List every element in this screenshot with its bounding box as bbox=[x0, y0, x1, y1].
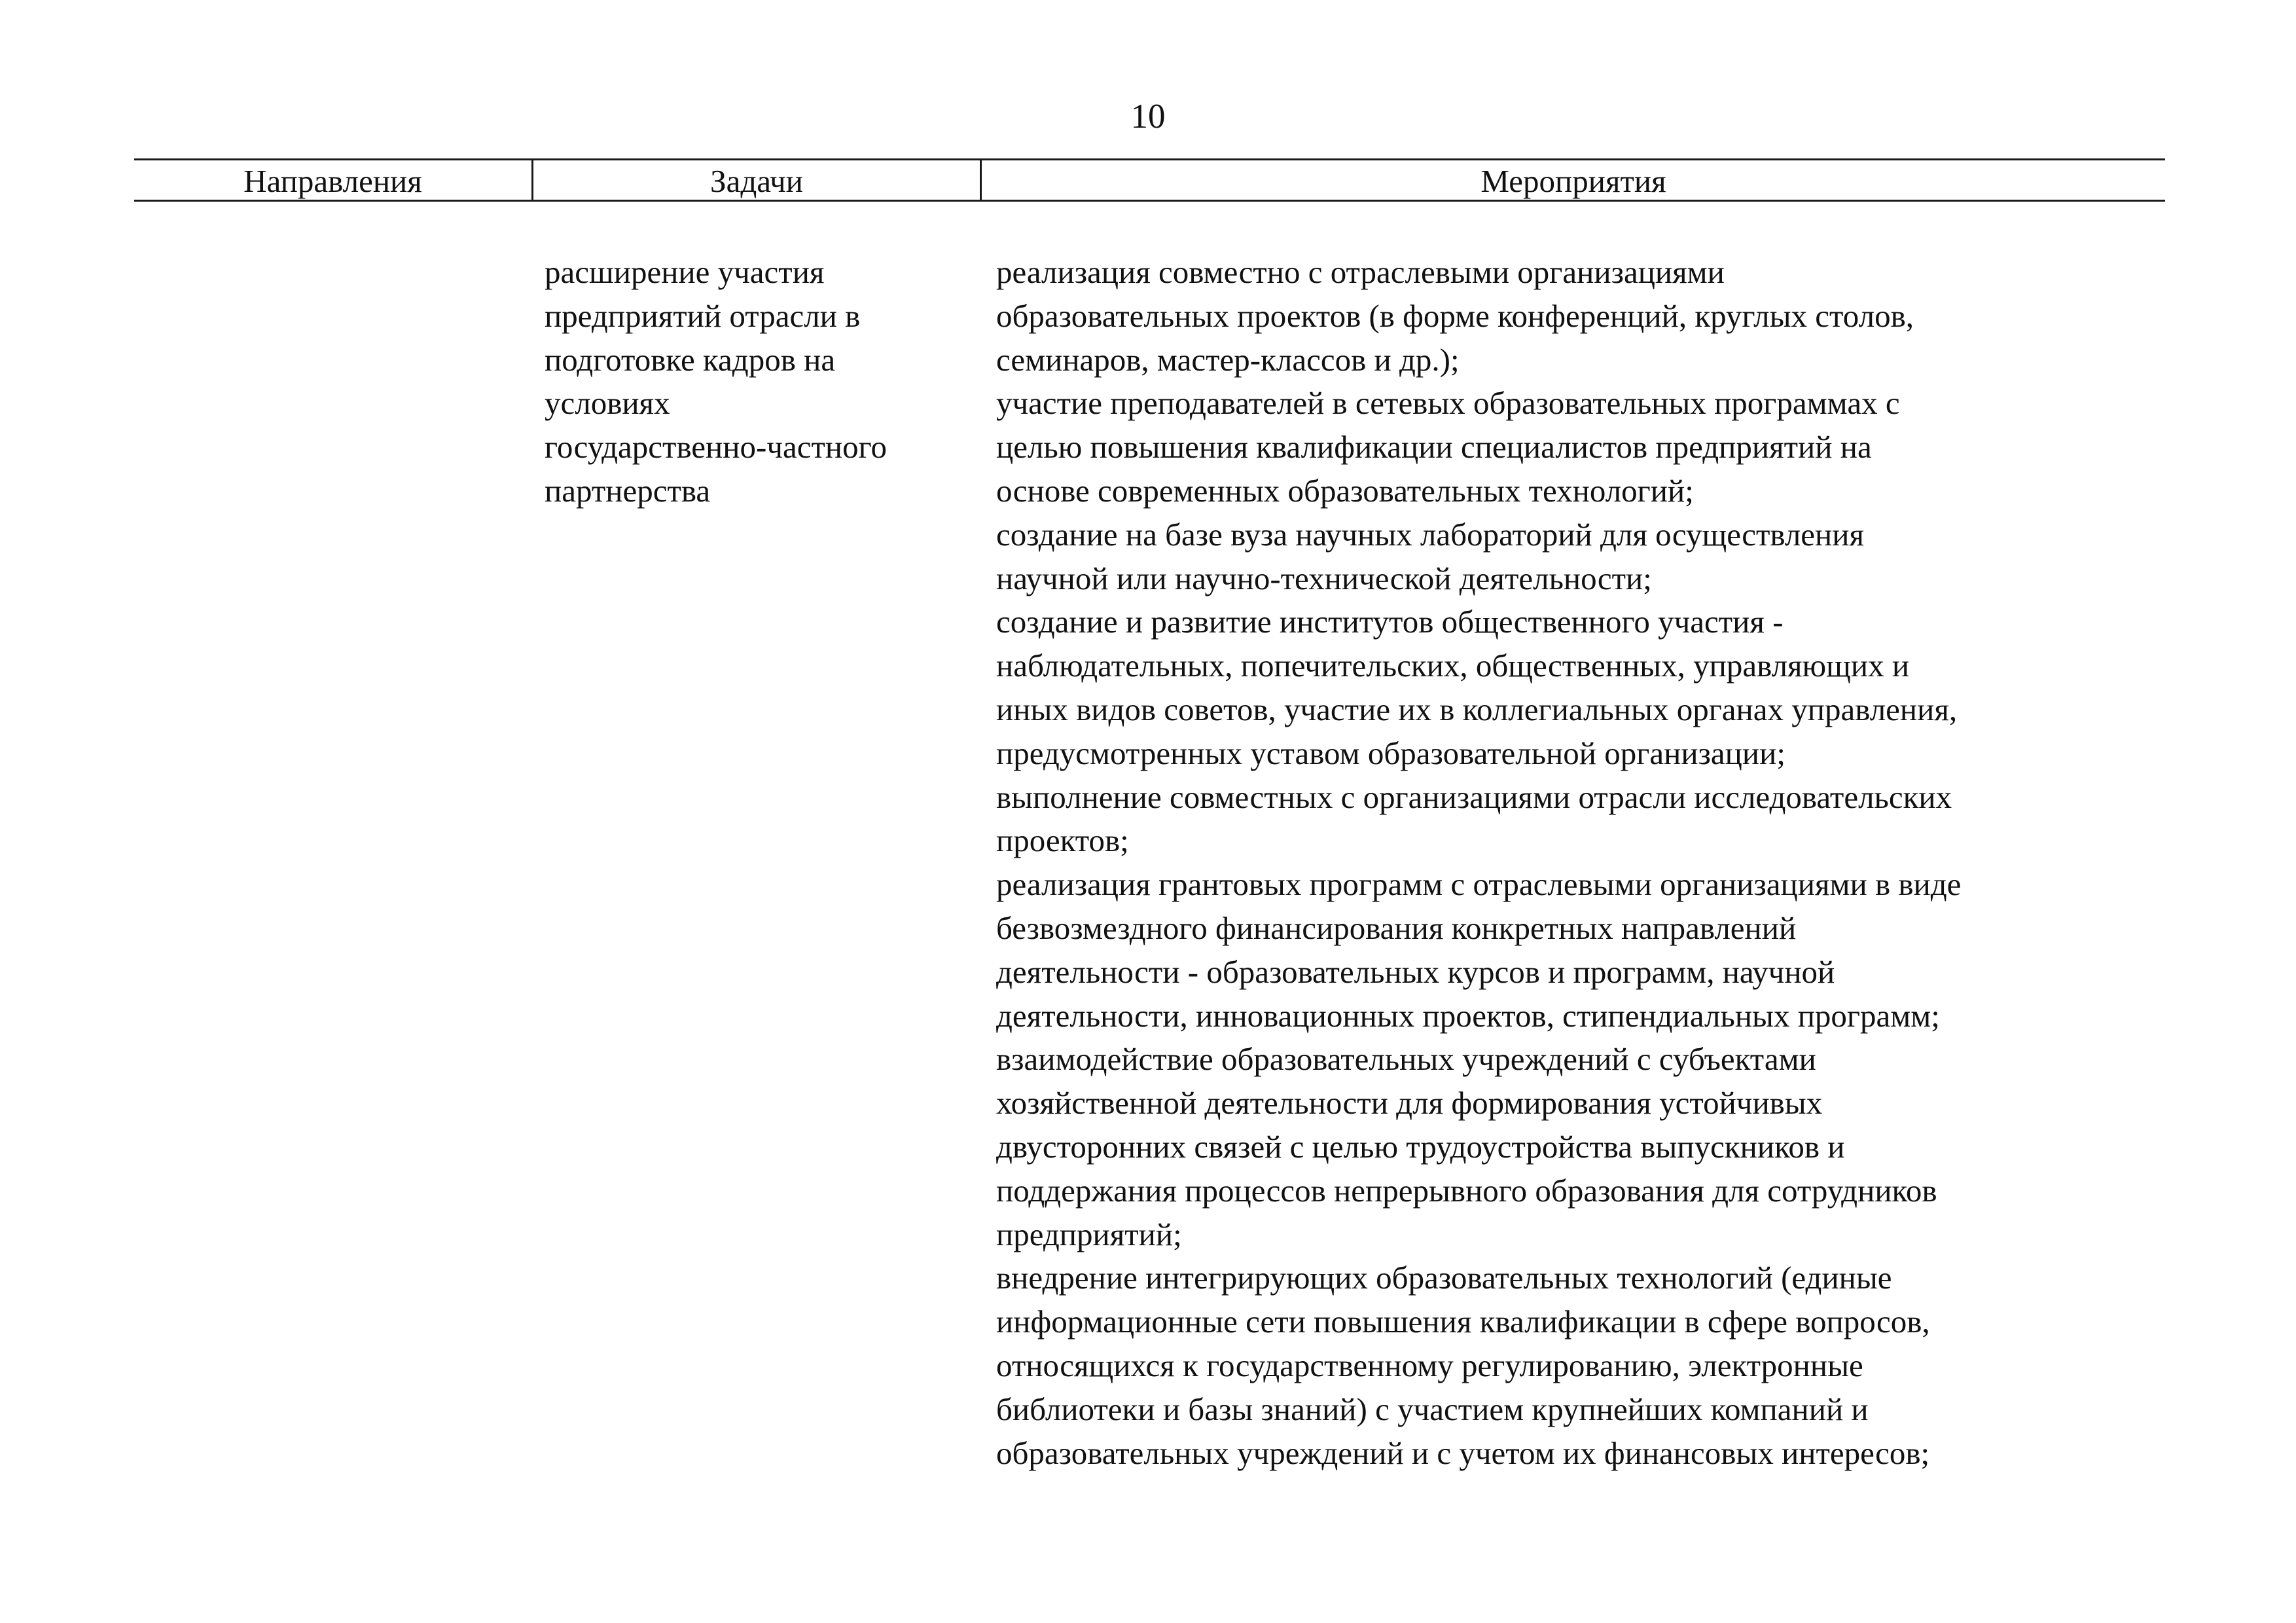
events-line: предусмотренных уставом образовательной организации; bbox=[996, 735, 1785, 771]
events-line: научной или научно-технической деятельности; bbox=[996, 560, 1652, 596]
tasks-line: партнерства bbox=[545, 472, 711, 509]
events-line: семинаров, мастер-классов и др.); bbox=[996, 341, 1460, 378]
events-line: деятельности - образовательных курсов и программ, научной bbox=[996, 953, 1835, 990]
events-line: проектов; bbox=[996, 822, 1129, 859]
events-line: образовательных учреждений и с учетом их финансовых интересов; bbox=[996, 1434, 1930, 1471]
events-line: участие преподавателей в сетевых образовательных программах с bbox=[996, 385, 1900, 422]
tasks-line: государственно-частного bbox=[545, 429, 887, 465]
events-line: реализация грантовых программ с отраслевыми организациями в виде bbox=[996, 866, 1962, 903]
events-line: информационные сети повышения квалификации в сфере вопросов, bbox=[996, 1304, 1930, 1340]
events-line: двусторонних связей с целью трудоустройства выпускников и bbox=[996, 1128, 1845, 1165]
events-line: реализация совместно с отраслевыми организациями bbox=[996, 254, 1725, 290]
events-line: образовательных проектов (в форме конференций, круглых столов, bbox=[996, 297, 1914, 334]
events-line: библиотеки и базы знаний) с участием крупнейших компаний и bbox=[996, 1391, 1869, 1427]
table-header bbox=[134, 158, 2165, 202]
events-line: хозяйственной деятельности для формирования устойчивых bbox=[996, 1085, 1823, 1122]
events-line: создание и развитие институтов общественного участия - bbox=[996, 604, 1784, 640]
header-events: Мероприятия bbox=[1480, 163, 1666, 199]
events-line: внедрение интегрирующих образовательных технологий (единые bbox=[996, 1260, 1892, 1296]
events-line: относящихся к государственному регулированию, электронные bbox=[996, 1347, 1863, 1383]
tasks-line: предприятий отрасли в bbox=[545, 297, 861, 334]
events-line: деятельности, инновационных проектов, стипендиальных программ; bbox=[996, 997, 1940, 1034]
header-tasks: Задачи bbox=[531, 160, 982, 200]
events-line: безвозмездного финансирования конкретных направлений bbox=[996, 909, 1797, 946]
tasks-line: условиях bbox=[545, 385, 670, 422]
events-line: наблюдательных, попечительских, общественных, управляющих и bbox=[996, 647, 1910, 684]
page-number: 10 bbox=[1130, 98, 1166, 136]
events-line: поддержания процессов непрерывного образования для сотрудников bbox=[996, 1172, 1937, 1209]
events-line: выполнение совместных с организациями отрасли исследовательских bbox=[996, 778, 1952, 815]
tasks-line: расширение участия bbox=[545, 254, 825, 290]
events-line: предприятий; bbox=[996, 1216, 1182, 1252]
tasks-line: подготовке кадров на bbox=[545, 341, 836, 378]
events-line: создание на базе вуза научных лабораторий для осуществления bbox=[996, 516, 1865, 553]
events-line: целью повышения квалификации специалистов предприятий на bbox=[996, 429, 1872, 465]
events-line: взаимодействие образовательных учреждений с субъектами bbox=[996, 1041, 1816, 1078]
events-line: иных видов советов, участие их в коллегиальных органах управления, bbox=[996, 691, 1958, 727]
header-directions: Направления bbox=[243, 163, 422, 199]
events-line: основе современных образовательных технологий; bbox=[996, 472, 1694, 509]
tasks-cell bbox=[545, 251, 990, 513]
events-cell bbox=[996, 251, 2161, 1475]
